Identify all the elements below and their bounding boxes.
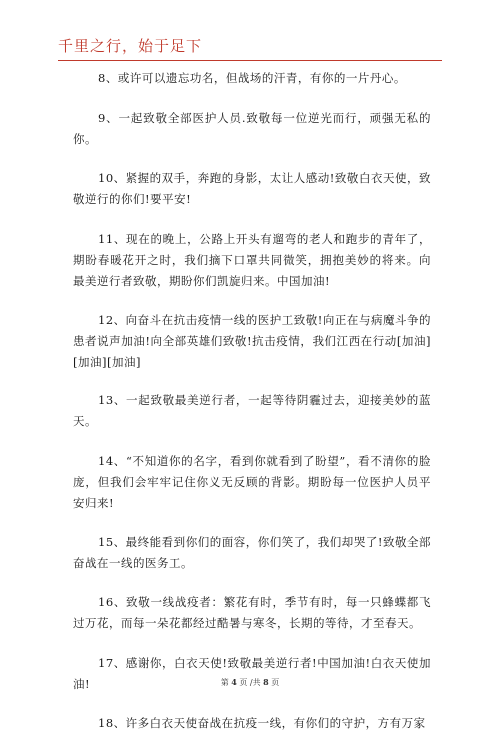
page-header — [58, 27, 442, 60]
paragraph-17: 17、感谢你，白衣天使!致敬最美逆行者!中国加油!白衣天使加油! — [73, 656, 431, 691]
paragraph-13: 13、一起致敬最美逆行者，一起等待阴霾过去，迎接美妙的蓝天。 — [73, 393, 431, 428]
paragraph-18: 18、许多白衣天使奋战在抗疫一线，有你们的守护，方有万家 — [98, 716, 426, 730]
paragraph-12: 12、向奋斗在抗击疫情一线的医护工致敬!向正在与病魔斗争的患者说声加油!向全部英雄们致敬!抗击疫情，我们江西在行动[加油][加油][加油] — [73, 313, 431, 369]
paragraph-15: 15、最终能看到你们的面容，你们笑了，我们却哭了!致敬全部奋战在一线的医务工。 — [73, 535, 431, 570]
header-title: 千里之行，始于足下 — [58, 37, 203, 55]
paragraph-8: 8、或许可以遗忘功名，但战场的汗青，有你的一片丹心。 — [98, 71, 406, 85]
footer-middle: 页 /共 — [239, 678, 261, 687]
page-footer — [0, 677, 500, 688]
paragraph-10: 10、紧握的双手，奔跑的身影，太让人感动!致敬白衣天使，致敬逆行的你们!要平安! — [73, 171, 431, 206]
footer-suffix: 页 — [271, 678, 280, 687]
total-page-count: 8 — [263, 677, 269, 687]
header-divider — [58, 60, 442, 61]
current-page-number: 4 — [231, 677, 237, 687]
paragraph-11: 11、现在的晚上，公路上开头有遛弯的老人和跑步的青年了，期盼春暖花开之时，我们摘下口罩共同微笑，拥抱美妙的将来。向最美逆行者致敬，期盼你们凯旋归来。中国加油! — [73, 232, 431, 288]
paragraph-14: 14、“不知道你的名字，看到你就看到了盼望”，看不清你的脸庞，但我们会牢牢记住你义无反顾的背影。期盼每一位医护人员平安归来! — [73, 454, 431, 510]
footer-prefix: 第 — [220, 678, 229, 687]
paragraph-9: 9、一起致敬全部医护人员.致敬每一位逆光而行，顽强无私的你。 — [73, 111, 431, 146]
paragraph-16: 16、致敬一线战疫者：繁花有时，季节有时，每一只蜂蝶都飞过万花，而每一朵花都经过酷暑与寒冬，长期的等待，才至春天。 — [73, 595, 431, 630]
